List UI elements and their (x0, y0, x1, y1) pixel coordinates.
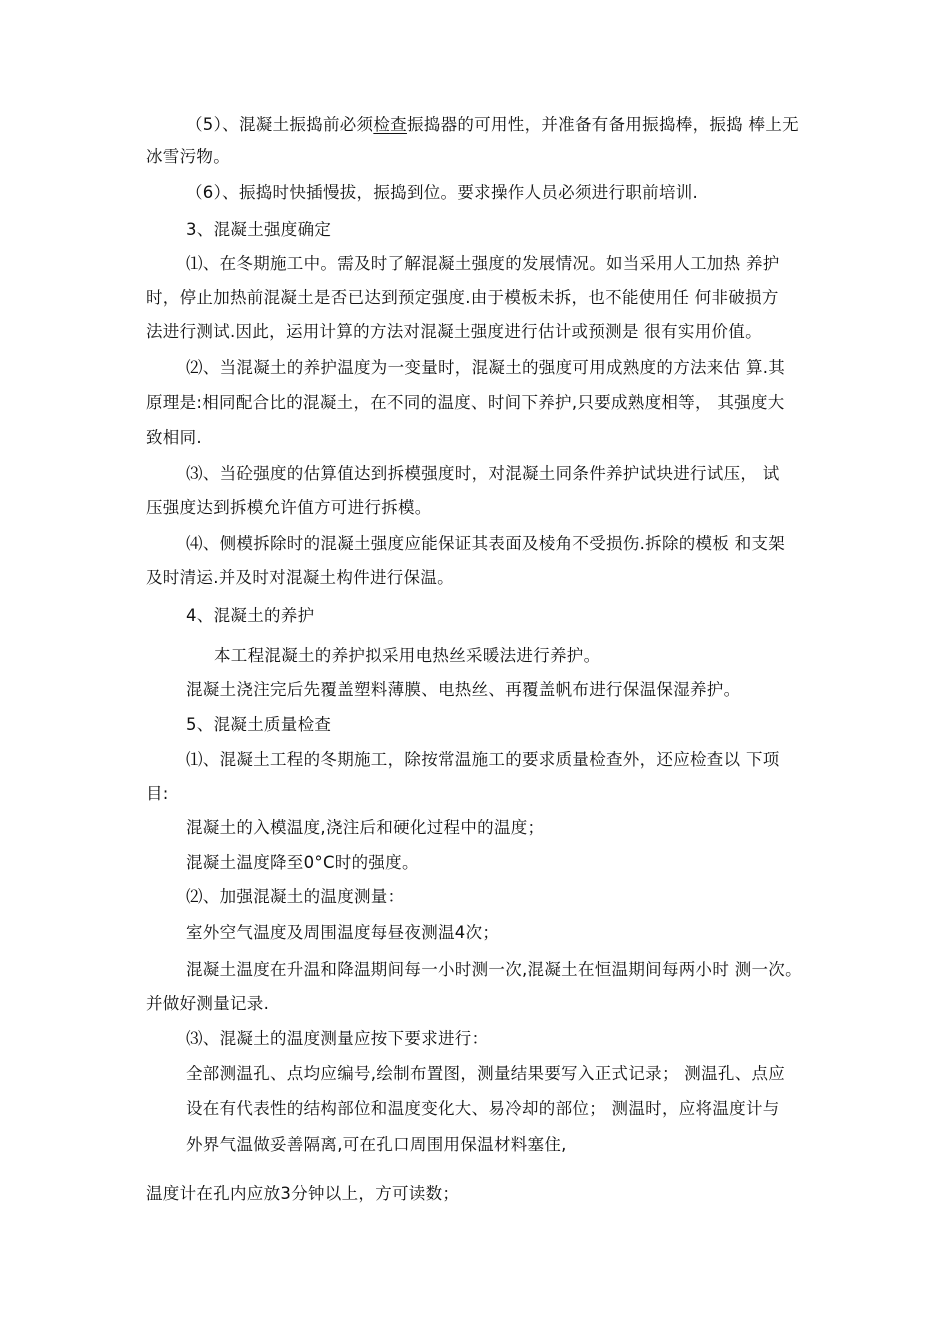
para-5-2: ⑵、加强混凝土的温度测量： (186, 887, 405, 906)
item-measure-frequency-line-1: 混凝土温度在升温和降温期间每一小时测一次,混凝土在恒温期间每两小时 测一次。 (186, 960, 802, 979)
item-holes-line-3: 外界气温做妥善隔离,可在孔口周围用保温材料塞住, (186, 1135, 567, 1154)
para-5-line-2: 冰雪污物。 (146, 147, 230, 166)
item-holes-line-2: 设在有代表性的结构部位和温度变化大、易冷却的部位； 测温时，应将温度计与 (186, 1099, 780, 1118)
para-5-1-line-2: 目: (146, 784, 169, 803)
para-3-2-line-1: ⑵、当混凝土的养护温度为一变量时，混凝土的强度可用成熟度的方法来估 算.其 (186, 358, 786, 377)
para-5-line-1 (186, 114, 799, 136)
para-3-3-line-1: ⑶、当砼强度的估算值达到拆模强度时，对混凝土同条件养护试块进行试压， 试 (186, 464, 780, 483)
para-5-1-line-1: ⑴、混凝土工程的冬期施工，除按常温施工的要求质量检查外，还应检查以 下项 (186, 750, 780, 769)
para-3-2-line-3: 致相同. (146, 428, 202, 447)
text: 振捣器的可用性，并准备有备用振捣棒，振捣 棒上无 (406, 115, 799, 134)
para-3-1-line-1: ⑴、在冬期施工中。需及时了解混凝土强度的发展情况。如当采用人工加热 养护 (186, 254, 780, 273)
heading-4: 4、混凝土的养护 (186, 606, 315, 625)
para-3-4-line-2: 及时清运.并及时对混凝土构件进行保温。 (146, 568, 454, 587)
para-5-3: ⑶、混凝土的温度测量应按下要求进行： (186, 1029, 489, 1048)
heading-5: 5、混凝土质量检查 (186, 715, 332, 734)
underlined-text: 检查 (373, 115, 407, 134)
para-4-line-1: 本工程混凝土的养护拟采用电热丝采暖法进行养护。 (214, 646, 601, 665)
item-holes-line-4: 温度计在孔内应放3分钟以上，方可读数； (146, 1184, 460, 1203)
para-3-1-line-3: 法进行测试.因此，运用计算的方法对混凝土强度进行估计或预测是 很有实用价值。 (146, 322, 762, 341)
text: （5）、混凝土振捣前必须 (186, 115, 374, 134)
para-3-4-line-1: ⑷、侧模拆除时的混凝土强度应能保证其表面及棱角不受损伤.拆除的模板 和支架 (186, 534, 786, 553)
heading-3: 3、混凝土强度确定 (186, 220, 332, 239)
item-measure-frequency-line-2: 并做好测量记录. (146, 994, 270, 1013)
para-3-1-line-2: 时，停止加热前混凝土是否已达到预定强度.由于模板未拆，也不能使用任 何非破损方 (146, 288, 779, 307)
para-4-line-2: 混凝土浇注完后先覆盖塑料薄膜、电热丝、再覆盖帆布进行保温保湿养护。 (186, 680, 741, 699)
para-3-3-line-2: 压强度达到拆模允许值方可进行拆模。 (146, 498, 432, 517)
para-6: （6）、振捣时快插慢拔，振捣到位。要求操作人员必须进行职前培训. (186, 183, 699, 202)
item-entry-temperature: 混凝土的入模温度,浇注后和硬化过程中的温度； (186, 818, 545, 837)
item-outdoor-temperature: 室外空气温度及周围温度每昼夜测温4次； (186, 923, 500, 942)
item-zero-strength: 混凝土温度降至0°C时的强度。 (186, 853, 419, 872)
item-holes-line-1: 全部测温孔、点均应编号,绘制布置图，测量结果要写入正式记录； 测温孔、点应 (186, 1064, 786, 1083)
para-3-2-line-2: 原理是:相同配合比的混凝土，在不同的温度、时间下养护,只要成熟度相等， 其强度大 (146, 393, 785, 412)
